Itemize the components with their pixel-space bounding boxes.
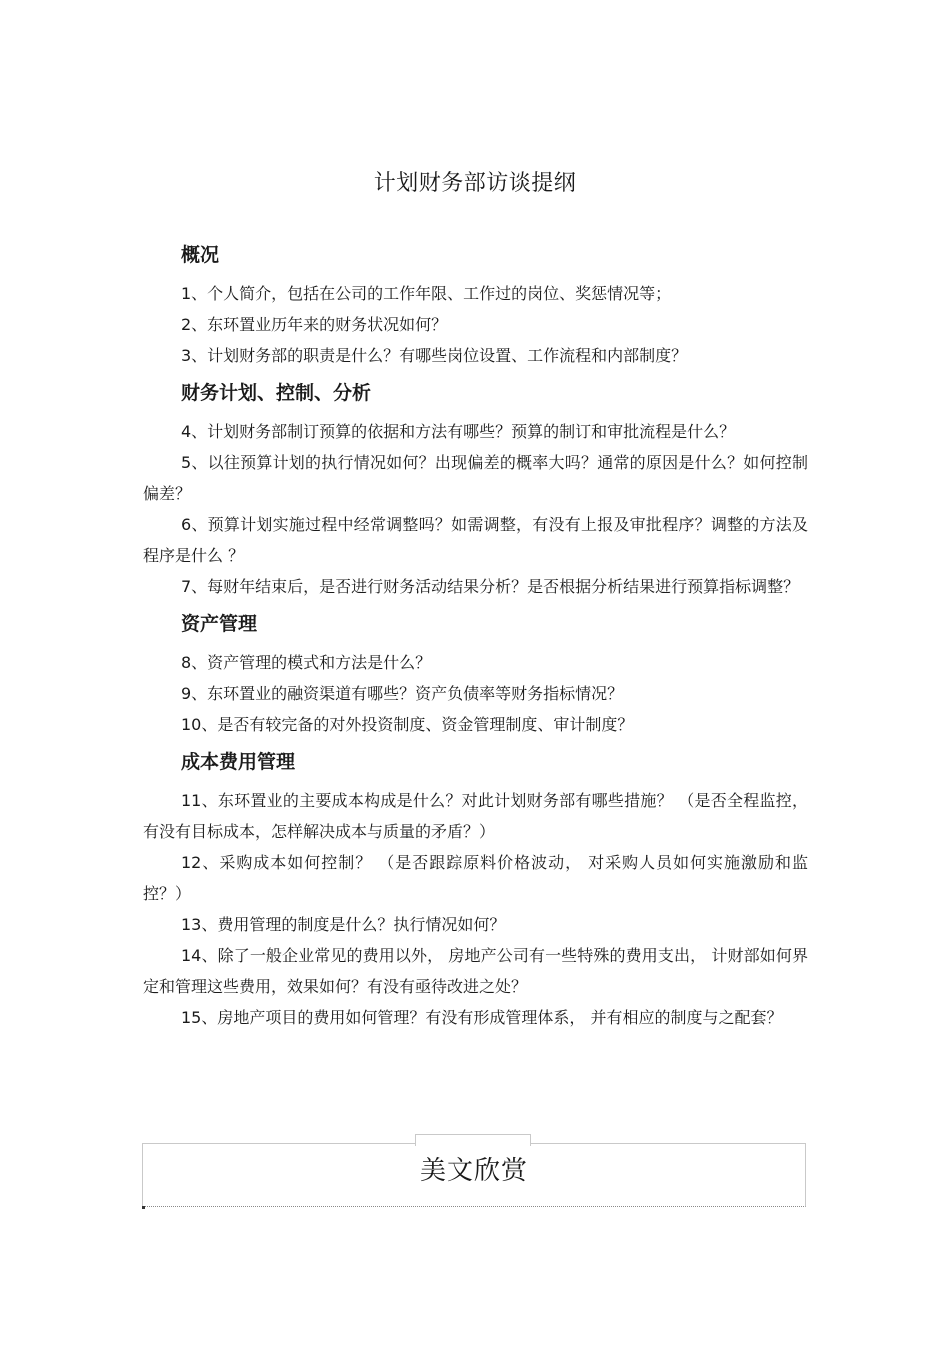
section-overview <box>143 238 808 371</box>
question-item: 15、房地产项目的费用如何管理？有没有形成管理体系， 并有相应的制度与之配套？ <box>181 1008 783 1027</box>
section-heading: 成本费用管理 <box>181 751 296 773</box>
question-item: 11、东环置业的主要成本构成是什么？对此计划财务部有哪些措施？ （是否全程监控，有没有目标成本，怎样解决成本与质量的矛盾？） <box>143 791 808 841</box>
footer-banner <box>142 1143 806 1207</box>
section-asset-management <box>143 607 808 740</box>
corner-marker <box>142 1206 145 1209</box>
question-item: 6、预算计划实施过程中经常调整吗？如需调整，有没有上报及审批程序？调整的方法及程序是什么 ？ <box>143 515 808 565</box>
section-heading: 资产管理 <box>181 613 258 635</box>
section-heading: 概况 <box>181 244 220 266</box>
question-item: 12、采购成本如何控制？ （是否跟踪原料价格波动， 对采购人员如何实施激励和监控？） <box>143 853 808 903</box>
question-item: 3、计划财务部的职责是什么？有哪些岗位设置、工作流程和内部制度？ <box>181 346 688 365</box>
question-item: 1、个人简介，包括在公司的工作年限、工作过的岗位、奖惩情况等； <box>181 284 672 303</box>
question-item: 7、每财年结束后，是否进行财务活动结果分析？是否根据分析结果进行预算指标调整？ <box>181 577 800 596</box>
document-body <box>143 238 808 1033</box>
question-item: 8、资产管理的模式和方法是什么？ <box>181 653 432 672</box>
question-item: 5、以往预算计划的执行情况如何？出现偏差的概率大吗？通常的原因是什么？如何控制偏差？ <box>143 453 808 503</box>
question-item: 13、费用管理的制度是什么？执行情况如何？ <box>181 915 506 934</box>
question-item: 10、是否有较完备的对外投资制度、资金管理制度、审计制度？ <box>181 715 634 734</box>
footer-tab-decoration <box>415 1134 531 1146</box>
question-item: 2、东环置业历年来的财务状况如何？ <box>181 315 448 334</box>
document-title: 计划财务部访谈提纲 <box>373 171 577 196</box>
question-item: 4、计划财务部制订预算的依据和方法有哪些？预算的制订和审批流程是什么？ <box>181 422 736 441</box>
section-cost-management <box>143 745 808 1033</box>
section-heading: 财务计划、控制、分析 <box>181 382 372 404</box>
section-financial-planning <box>143 376 808 602</box>
footer-label: 美文欣赏 <box>419 1156 528 1186</box>
question-item: 9、东环置业的融资渠道有哪些？资产负债率等财务指标情况？ <box>181 684 624 703</box>
question-item: 14、除了一般企业常见的费用以外， 房地产公司有一些特殊的费用支出， 计财部如何界定和管理这些费用，效果如何？有没有亟待改进之处？ <box>143 946 808 996</box>
